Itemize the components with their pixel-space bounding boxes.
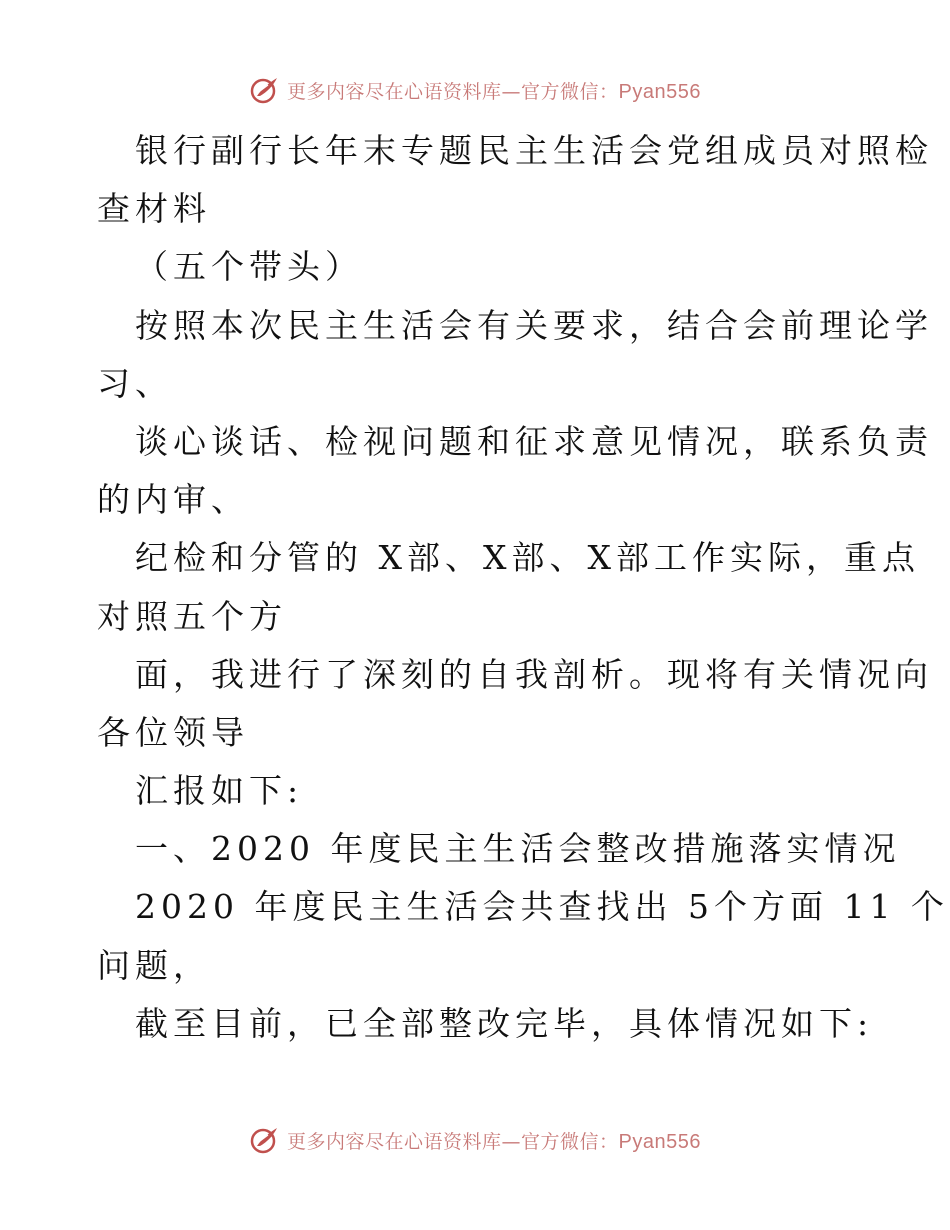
watermark-prefix: 更多内容尽在心语资料库—官方微信： — [287, 1130, 619, 1153]
text-line: 汇报如下: — [135, 771, 304, 811]
text-line: 谈心谈话、检视问题和征求意见情况，联系负责 — [135, 421, 933, 461]
footer-watermark — [0, 1120, 950, 1160]
watermark-prefix: 更多内容尽在心语资料库—官方微信： — [287, 80, 619, 103]
watermark-id: Pyan556 — [618, 1130, 701, 1153]
text-line: 问题， — [97, 945, 211, 985]
text-line: 截至目前，已全部整改完毕，具体情况如下: — [135, 1003, 874, 1043]
text-line: 纪检和分管的 X部、X部、X部工作实际，重点 — [135, 538, 920, 578]
watermark-text — [287, 77, 701, 104]
text-line: 习、 — [97, 363, 173, 403]
watermark-id: Pyan556 — [618, 80, 701, 103]
text-line: 银行副行长年末专题民主生活会党组成员对照检 — [135, 131, 933, 170]
text-line: （五个带头） — [135, 247, 363, 287]
text-line: 2020 年度民主生活会共查找出 5个方面 11 个 — [135, 887, 949, 927]
text-line: 的内审、 — [97, 480, 249, 520]
watermark-text — [287, 1127, 701, 1154]
text-line: 一、2020 年度民主生活会整改措施落实情况 — [135, 829, 901, 869]
text-line: 对照五个方 — [97, 596, 287, 636]
text-line: 查材料 — [97, 189, 211, 229]
text-line: 面，我进行了深刻的自我剖析。现将有关情况向 — [135, 654, 933, 694]
document-body — [97, 122, 949, 1053]
text-line: 按照本次民主生活会有关要求，结合会前理论学 — [135, 305, 933, 345]
header-watermark — [0, 70, 950, 110]
text-line: 各位领导 — [97, 712, 249, 752]
quill-logo-icon — [249, 74, 281, 106]
quill-logo-icon — [249, 1124, 281, 1156]
